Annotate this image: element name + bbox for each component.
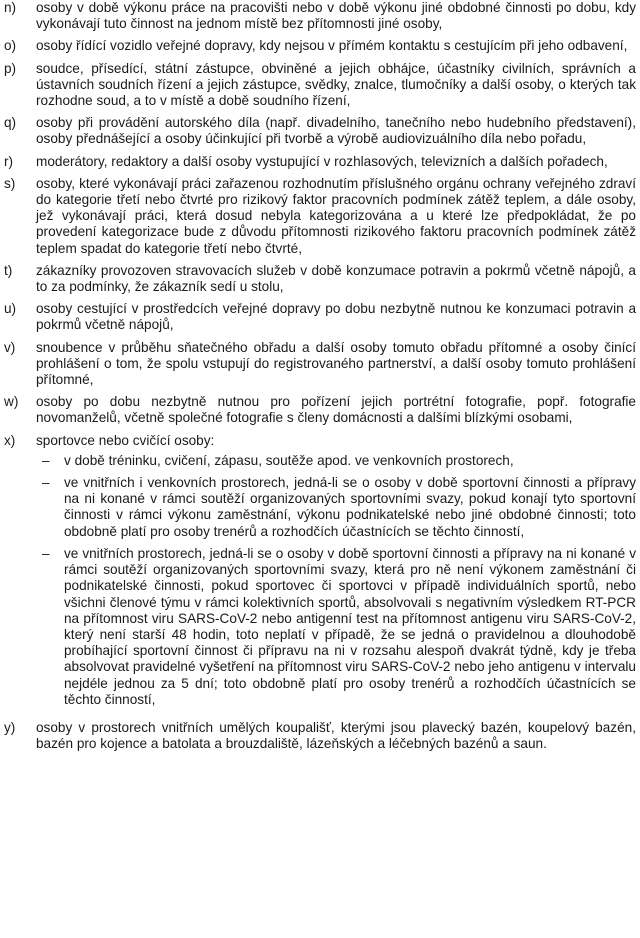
- item-label: p): [4, 60, 17, 76]
- item-label: r): [4, 153, 14, 169]
- item-label: u): [4, 301, 17, 317]
- dash-bullet: –: [42, 545, 50, 561]
- item-text: osoby při provádění autorského díla (např. divadelního, tanečního nebo hudebního představení), osoby přednášející a osoby účinkující při tvorbě a výrobě audiovizuálního díla nebo pořadu,: [36, 115, 636, 147]
- list-item-o: [4, 38, 636, 54]
- item-text: osoby, které vykonávají práci zařazenou rozhodnutím příslušného orgánu ochrany veřejného zdraví do kategorie třetí nebo čtvrté pro rizikový faktor pracovních podmínek zátěž teplem, a dále osoby, jež vykonávají práci, která dosud nebyla kategorizována a u které lze předpokládat, že po provedení kategorizace bude z důvodu přítomnosti rizikového faktoru pracovních podmínek zátěž teplem spadat do kategorie třetí nebo čtvrté,: [36, 175, 636, 256]
- item-text: soudce, přísedící, státní zástupce, obviněné a jejich obhájce, účastníky civilních, správních a ústavních soudních řízení a jejich zástupce, svědky, znalce, tlumočníky a další osoby, o kterých tak rozhodne soud, a to v místě a době soudního řízení,: [36, 60, 636, 109]
- sub-item-text: ve vnitřních i venkovních prostorech, jedná-li se o osoby v době sportovní činnosti a přípravy na ni konané v rámci soutěží organizovaných sportovními svazy, pokud konají tyto sportovní činnosti v rámci výkonu zaměstnání, výkonu podnikatelské nebo jiné obdobné činnosti; toto obdobně platí pro osoby trenérů a rozhodčích účastnících se těchto činností,: [64, 475, 636, 539]
- list-item-w: [4, 394, 636, 426]
- item-text: osoby v době výkonu práce na pracovišti nebo v době výkonu jiné obdobné činnosti po dobu, kdy vykonávají tuto činnost na jednom místě bez přítomnosti jiné osoby,: [36, 0, 636, 32]
- item-text: osoby po dobu nezbytně nutnou pro pořízení jejich portrétní fotografie, popř. fotografie novomanželů, včetně společné fotografie s členy domácnosti a dalšími blízkými osobami,: [36, 394, 636, 426]
- sub-item-text: v době tréninku, cvičení, zápasu, soutěže apod. ve venkovních prostorech,: [64, 452, 514, 468]
- list-item-n: [4, 0, 636, 32]
- item-label: o): [4, 38, 17, 54]
- item-label: n): [4, 0, 17, 15]
- list-item-q: [4, 115, 636, 147]
- list-item-t: [4, 263, 636, 295]
- item-label: q): [4, 115, 17, 131]
- list-item-u: [4, 301, 636, 333]
- list-item-y: [4, 720, 636, 752]
- dash-bullet: –: [42, 452, 50, 468]
- item-label: x): [4, 432, 16, 448]
- item-label: w): [4, 394, 19, 410]
- sub-list: [36, 453, 636, 708]
- item-body: [36, 433, 636, 714]
- item-label: y): [4, 719, 16, 735]
- sub-item: [36, 546, 636, 708]
- item-label: v): [4, 339, 16, 355]
- item-text: zákazníky provozoven stravovacích služeb v době konzumace potravin a pokrmů včetně nápojů, a to za podmínky, že zákazník sedí u stolu,: [36, 262, 636, 295]
- list-item-x: [4, 433, 636, 714]
- sub-item: [36, 475, 636, 540]
- item-label: s): [4, 175, 16, 191]
- dash-bullet: –: [42, 475, 50, 491]
- item-text: sportovce nebo cvičící osoby:: [36, 432, 215, 448]
- item-text: osoby cestující v prostředcích veřejné dopravy po dobu nezbytně nutnou ke konzumaci potravin a pokrmů včetně nápojů,: [36, 301, 636, 333]
- item-text: osoby řídící vozidlo veřejné dopravy, kdy nejsou v přímém kontaktu s cestujícím při jeho odbavení,: [36, 38, 628, 54]
- item-text: snoubence v průběhu sňatečného obřadu a další osoby tomuto obřadu přítomné a osoby činící prohlášení o tom, že spolu vstupují do registrovaného partnerství, a další osoby tomuto prohlášení přítomné,: [36, 339, 636, 388]
- list-item-r: [4, 154, 636, 170]
- sub-item: [36, 453, 636, 469]
- list-item-v: [4, 340, 636, 389]
- sub-item-text: ve vnitřních prostorech, jedná-li se o osoby v době sportovní činnosti a přípravy na ni konané v rámci soutěží organizovaných sportovními svazy, která pro ně není výkonem zaměstnání či podnikatelské činnosti, pokud sportovec či sportovci v případě individuálních sportů, nebo všichni členové týmu v rámci kolektivních sportů, absolvovali s negativním výsledkem RT-PCR na přítomnost viru SARS-CoV-2 nebo antigenní test na přítomnost antigenu viru SARS-CoV-2, který není starší 48 hodin, toto neplatí v případě, že se jedná o pravidelnou a dlouhodobě probíhající sportovní činnost či přípravu na ni v rozsahu alespoň dvakrát týdně, kdy je třeba absolvovat pravidelné vyšetření na přítomnost viru SARS-CoV-2 nebo jeho antigenu v intervalu nejdéle jednou za 5 dní; toto obdobně platí pro osoby trenérů a rozhodčích účastnících se těchto činností,: [64, 545, 636, 707]
- item-label: t): [4, 262, 13, 278]
- item-text: moderátory, redaktory a další osoby vystupující v rozhlasových, televizních a dalších pořadech,: [36, 153, 608, 169]
- list-item-p: [4, 61, 636, 110]
- list-item-s: [4, 176, 636, 257]
- item-text: osoby v prostorech vnitřních umělých koupališť, kterými jsou plavecký bazén, koupelový bazén, bazén pro kojence a batolata a brouzdaliště, lázeňských a léčebných bazénů a saun.: [36, 719, 636, 752]
